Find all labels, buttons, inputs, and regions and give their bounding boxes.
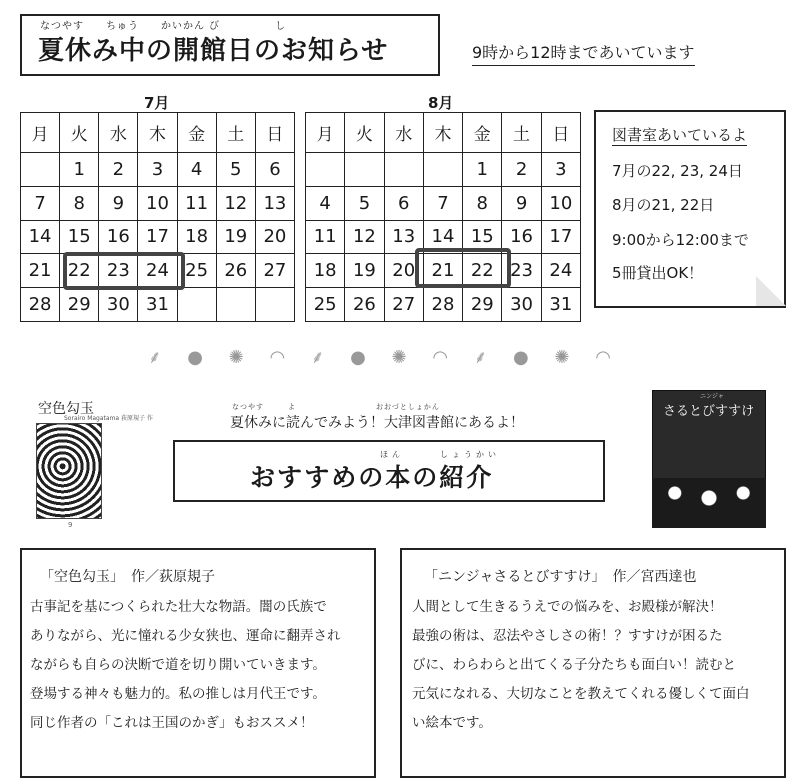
calendar-weekday: 火: [345, 113, 384, 153]
calendar-weekday: 日: [255, 113, 294, 153]
review-right-body: [412, 593, 786, 738]
august-calendar: [305, 112, 581, 322]
calendar-day: 11: [177, 186, 216, 220]
calendar-day: 7: [21, 186, 60, 220]
calendar-weekday: 土: [216, 113, 255, 153]
recommend-title: おすすめの本の紹介: [250, 463, 494, 492]
calendar-day: 9: [502, 186, 541, 220]
calendar-weekday: 水: [99, 113, 138, 153]
calendar-day: 17: [541, 220, 580, 254]
calendar-day: 6: [255, 152, 294, 186]
calendar-day: 22: [60, 254, 99, 288]
calendar-day: 8: [463, 186, 502, 220]
left-cover-number: 9: [68, 521, 73, 529]
calendar-day: 30: [99, 288, 138, 322]
calendar-day: 27: [255, 254, 294, 288]
review-right-heading: 「ニンジャさるとびすすけ」 作／宮西達也: [424, 569, 697, 585]
calendar-weekday-row: [306, 113, 581, 153]
left-cover-title: 空色勾玉: [38, 401, 94, 417]
calendar-day: 4: [177, 152, 216, 186]
calendar-day: 1: [60, 152, 99, 186]
review-right-line: い絵本です。: [412, 715, 492, 731]
calendar-week-row: [21, 186, 295, 220]
calendar-day: 31: [138, 288, 177, 322]
calendar-day: 16: [99, 220, 138, 254]
right-cover-kana: ニンジャ: [700, 393, 724, 400]
review-left-line: ありながら、光に憧れる少女狭也、運命に翻弄され: [30, 628, 341, 644]
calendar-day: 15: [463, 220, 502, 254]
calendar-weekday: 土: [502, 113, 541, 153]
calendar-week-row: [306, 186, 581, 220]
calendar-day: 26: [216, 254, 255, 288]
calendar-day: 28: [423, 288, 462, 322]
calendar-day: 3: [138, 152, 177, 186]
calendar-day: [216, 288, 255, 322]
calendar-day: 6: [384, 186, 423, 220]
recommend-intro: 夏休みに読んでみよう！大津図書館にあるよ！: [230, 415, 524, 431]
calendar-day: [21, 152, 60, 186]
title-ruby: なつやす ちゅう かいかん び し: [40, 21, 287, 32]
calendar-day: 17: [138, 220, 177, 254]
review-right-line: 元気になれる、大切なことを教えてくれる優しくて面白: [412, 686, 750, 702]
review-left-heading: 「空色勾玉」 作／荻原規子: [40, 569, 215, 585]
calendar-day: 23: [502, 254, 541, 288]
calendar-day: 13: [384, 220, 423, 254]
calendar-weekday: 日: [541, 113, 580, 153]
calendar-day: 25: [306, 288, 345, 322]
review-left-line: 登場する神々も魅力的。私の推しは月代王です。: [30, 686, 326, 702]
right-cover-illustration: [652, 478, 766, 528]
calendar-weekday: 月: [21, 113, 60, 153]
calendar-day: 25: [177, 254, 216, 288]
calendar-day: [384, 152, 423, 186]
calendar-day: [177, 288, 216, 322]
calendar-week-row: [306, 288, 581, 322]
calendar-day: 19: [345, 254, 384, 288]
right-cover-title: さるとびすすけ: [663, 404, 755, 419]
calendar-day: 24: [541, 254, 580, 288]
calendar-day: 18: [177, 220, 216, 254]
calendar-week-row: [21, 220, 295, 254]
calendar-day: [423, 152, 462, 186]
calendar-day: 1: [463, 152, 502, 186]
calendar-day: 20: [255, 220, 294, 254]
calendar-day: 14: [423, 220, 462, 254]
july-highlight: [63, 252, 185, 290]
calendar-day: [306, 152, 345, 186]
calendar-day: 29: [60, 288, 99, 322]
review-left-line: 同じ作者の「これは王国のかぎ」もおススメ！: [30, 715, 314, 731]
calendar-day: 10: [138, 186, 177, 220]
calendar-weekday: 木: [138, 113, 177, 153]
calendar-day: 12: [345, 220, 384, 254]
recommend-intro-ruby: なつやす よ おおづとしょかん: [232, 403, 440, 411]
notice-line-2: 8月の21, 22日: [612, 196, 715, 214]
calendar-day: 11: [306, 220, 345, 254]
august-month-label: 8月: [428, 94, 454, 112]
calendar-weekday: 水: [384, 113, 423, 153]
calendar-day: [255, 288, 294, 322]
calendar-weekday: 月: [306, 113, 345, 153]
calendar-week-row: [21, 288, 295, 322]
calendar-weekday-row: [21, 113, 295, 153]
calendar-day: 29: [463, 288, 502, 322]
august-highlight: [415, 248, 511, 288]
calendar-day: 2: [502, 152, 541, 186]
calendar-day: 5: [216, 152, 255, 186]
calendar-day: 2: [99, 152, 138, 186]
calendar-day: 19: [216, 220, 255, 254]
page-title: 夏休み中の開館日のお知らせ: [38, 36, 389, 66]
left-cover-subtitle: Sorairo Magatama 荻原規子 作: [64, 415, 153, 422]
july-month-label: 7月: [144, 94, 170, 112]
calendar-day: 21: [423, 254, 462, 288]
hours-note: 9時から12時まであいています: [472, 40, 695, 66]
calendar-day: 21: [21, 254, 60, 288]
calendar-weekday: 火: [60, 113, 99, 153]
notice-line-1: 7月の22, 23, 24日: [612, 162, 743, 180]
calendar-weekday: 木: [423, 113, 462, 153]
calendar-day: 10: [541, 186, 580, 220]
calendar-day: 31: [541, 288, 580, 322]
calendar-day: 4: [306, 186, 345, 220]
review-right-line: 最強の術は、忍法やさしさの術！？すすけが困るた: [412, 628, 723, 644]
calendar-day: 23: [99, 254, 138, 288]
calendar-day: 3: [541, 152, 580, 186]
calendar-week-row: [21, 152, 295, 186]
calendar-day: 28: [21, 288, 60, 322]
calendar-day: 9: [99, 186, 138, 220]
review-right-line: 人間として生きるうえでの悩みを、お殿様が解決！: [412, 599, 723, 615]
calendar-day: 12: [216, 186, 255, 220]
july-calendar: [20, 112, 295, 322]
calendar-day: 30: [502, 288, 541, 322]
decoration-strip: ⸙ ● ✺ ◠ ⸙ ● ✺ ◠ ⸙ ● ✺ ◠: [148, 347, 621, 368]
calendar-weekday: 金: [463, 113, 502, 153]
calendar-day: 16: [502, 220, 541, 254]
notice-line-4: 5冊貸出OK！: [612, 264, 704, 282]
calendar-day: 15: [60, 220, 99, 254]
calendar-day: 8: [60, 186, 99, 220]
calendar-day: 14: [21, 220, 60, 254]
calendar-day: [345, 152, 384, 186]
review-right-line: びに、わらわらと出てくる子分たちも面白い！読むと: [412, 657, 736, 673]
left-book-cover-image: [36, 423, 102, 519]
calendar-day: 22: [463, 254, 502, 288]
calendar-day: 7: [423, 186, 462, 220]
calendar-weekday: 金: [177, 113, 216, 153]
review-left-line: ながらも自らの決断で道を切り開いていきます。: [30, 657, 326, 673]
notice-heading: 図書室あいているよ: [612, 126, 748, 144]
calendar-day: 20: [384, 254, 423, 288]
calendar-day: 18: [306, 254, 345, 288]
review-left-body: [30, 593, 374, 738]
calendar-day: 27: [384, 288, 423, 322]
calendar-day: 13: [255, 186, 294, 220]
page-fold-corner: [756, 276, 786, 306]
calendar-day: 5: [345, 186, 384, 220]
recommend-title-ruby: ほん しょうかい: [380, 450, 500, 459]
calendar-day: 26: [345, 288, 384, 322]
calendar-day: 24: [138, 254, 177, 288]
calendar-week-row: [306, 152, 581, 186]
notice-line-3: 9:00から12:00まで: [612, 231, 749, 249]
review-left-line: 古事記を基につくられた壮大な物語。闇の氏族で: [30, 599, 327, 615]
